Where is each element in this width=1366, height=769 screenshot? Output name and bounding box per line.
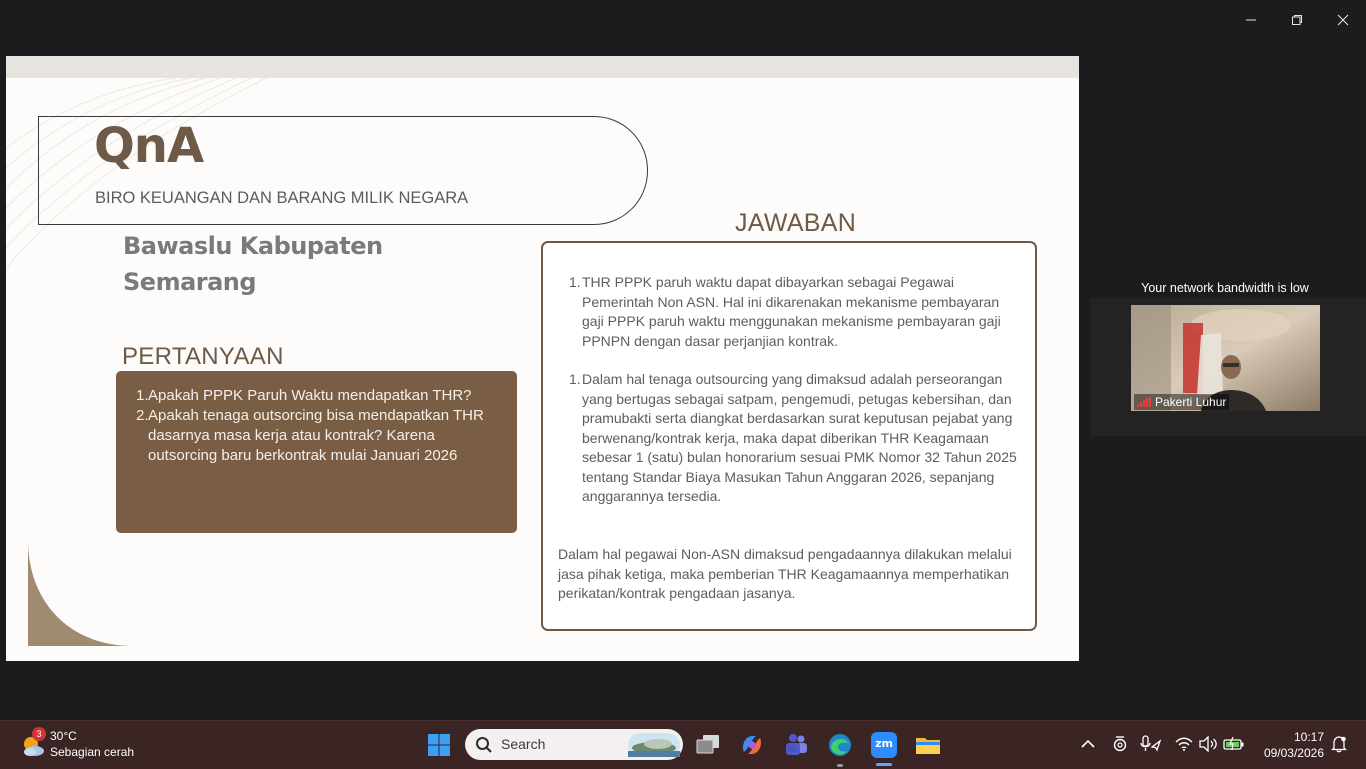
signal-bars-icon <box>1137 397 1151 407</box>
answer-number: 1. <box>569 274 581 290</box>
windows-start-icon[interactable] <box>423 729 455 761</box>
weather-badge: 3 <box>32 727 46 741</box>
taskbar-clock[interactable] <box>1256 729 1324 761</box>
answer-text: Dalam hal tenaga outsourcing yang dimaksud adalah perseorangan yang bertugas sebagai satpam, pengemudi, petugas kebersihan, dan pramubakti serta diangkat berdasarkan surat keputusan pejabat yang berwenang/kontrak kerja, maka dapat diberikan THR Keagamaan sebesar 1 (satu) bulan honorarium sesuai PMK Nomor 32 Tahun 2025 tentang Standar Biaya Masukan Tahun Anggaran 2026, sepanjang anggarannya tersedia. <box>582 371 1017 504</box>
task-view-icon[interactable] <box>692 729 724 761</box>
question-item <box>136 406 506 466</box>
battery-icon[interactable] <box>1223 733 1245 755</box>
copilot-icon[interactable] <box>736 729 768 761</box>
file-explorer-icon[interactable] <box>912 729 944 761</box>
hotspot-icon[interactable] <box>1109 733 1131 755</box>
search-icon <box>475 736 493 754</box>
weather-description: Sebagian cerah <box>50 745 135 759</box>
answers-box <box>541 241 1037 631</box>
question-item <box>136 386 506 406</box>
participant-name-label <box>1134 394 1229 410</box>
organization-name-line2: Semarang <box>123 268 257 296</box>
corner-decoration <box>28 540 138 646</box>
volume-icon[interactable] <box>1197 733 1219 755</box>
answer-text: THR PPPK paruh waktu dapat dibayarkan sebagai Pegawai Pemerintah Non ASN. Hal ini dikarenakan mekanisme pembayaran gaji PPPK paruh waktu menggunakan mekanisme pembayaran gaji PPNPN dengan dasar perjanjian kontrak. <box>582 274 1001 349</box>
close-icon[interactable] <box>1320 0 1366 40</box>
answer-note: Dalam hal pegawai Non-ASN dimaksud pengadaannya dilakukan melalui jasa pihak ketiga, maka pemberian THR Keagamaannya memperhatikan perikatan/kontrak pengadaan jasanya. <box>558 546 1012 601</box>
question-text: Apakah PPPK Paruh Waktu mendapatkan THR? <box>148 387 472 404</box>
organization-name <box>123 228 453 300</box>
question-number: 1. <box>136 387 149 404</box>
question-number: 2. <box>136 407 149 424</box>
organization-name-line1: Bawaslu Kabupaten <box>123 232 383 260</box>
minimize-icon[interactable] <box>1228 0 1274 40</box>
qna-subtitle: BIRO KEUANGAN DAN BARANG MILIK NEGARA <box>95 189 469 207</box>
notification-bell-icon[interactable] <box>1328 733 1350 755</box>
window-controls <box>1228 0 1366 40</box>
zoom-icon[interactable] <box>868 729 900 761</box>
weather-temperature: 30°C <box>50 729 77 743</box>
questions-box <box>116 371 517 533</box>
answer-number: 1. <box>569 371 581 387</box>
mic-location-icon[interactable] <box>1140 733 1162 755</box>
taskbar-search[interactable] <box>465 729 683 760</box>
questions-heading: PERTANYAAN <box>122 343 284 370</box>
answers-heading: JAWABAN <box>735 209 857 237</box>
chevron-up-icon[interactable] <box>1077 733 1099 755</box>
zoom-label: zm <box>875 737 893 750</box>
answer-item <box>569 273 1019 351</box>
qna-title: QnA <box>94 118 204 174</box>
clock-date: 09/03/2026 <box>1263 746 1324 760</box>
slide-top-bar <box>6 56 1079 78</box>
participant-name: Pakerti Luhur <box>1155 395 1227 409</box>
teams-icon[interactable] <box>780 729 812 761</box>
zoom-active-indicator <box>876 763 892 766</box>
shared-slide <box>6 56 1079 661</box>
weather-widget[interactable] <box>16 727 166 763</box>
answer-item <box>569 370 1019 507</box>
wifi-icon[interactable] <box>1173 733 1195 755</box>
bandwidth-warning: Your network bandwidth is low <box>1141 281 1309 295</box>
question-text: Apakah tenaga outsorcing bisa mendapatkan THR dasarnya masa kerja atau kontrak? Karena outsorcing baru berkontrak mulai Januari 2026 <box>148 407 484 464</box>
edge-icon[interactable] <box>824 729 856 761</box>
search-label: Search <box>501 736 546 752</box>
edge-running-indicator <box>837 764 843 767</box>
taskbar <box>0 720 1366 769</box>
questions-list <box>136 386 506 466</box>
search-highlight-icon <box>628 733 680 757</box>
clock-time: 10:17 <box>1293 730 1324 744</box>
restore-icon[interactable] <box>1274 0 1320 40</box>
